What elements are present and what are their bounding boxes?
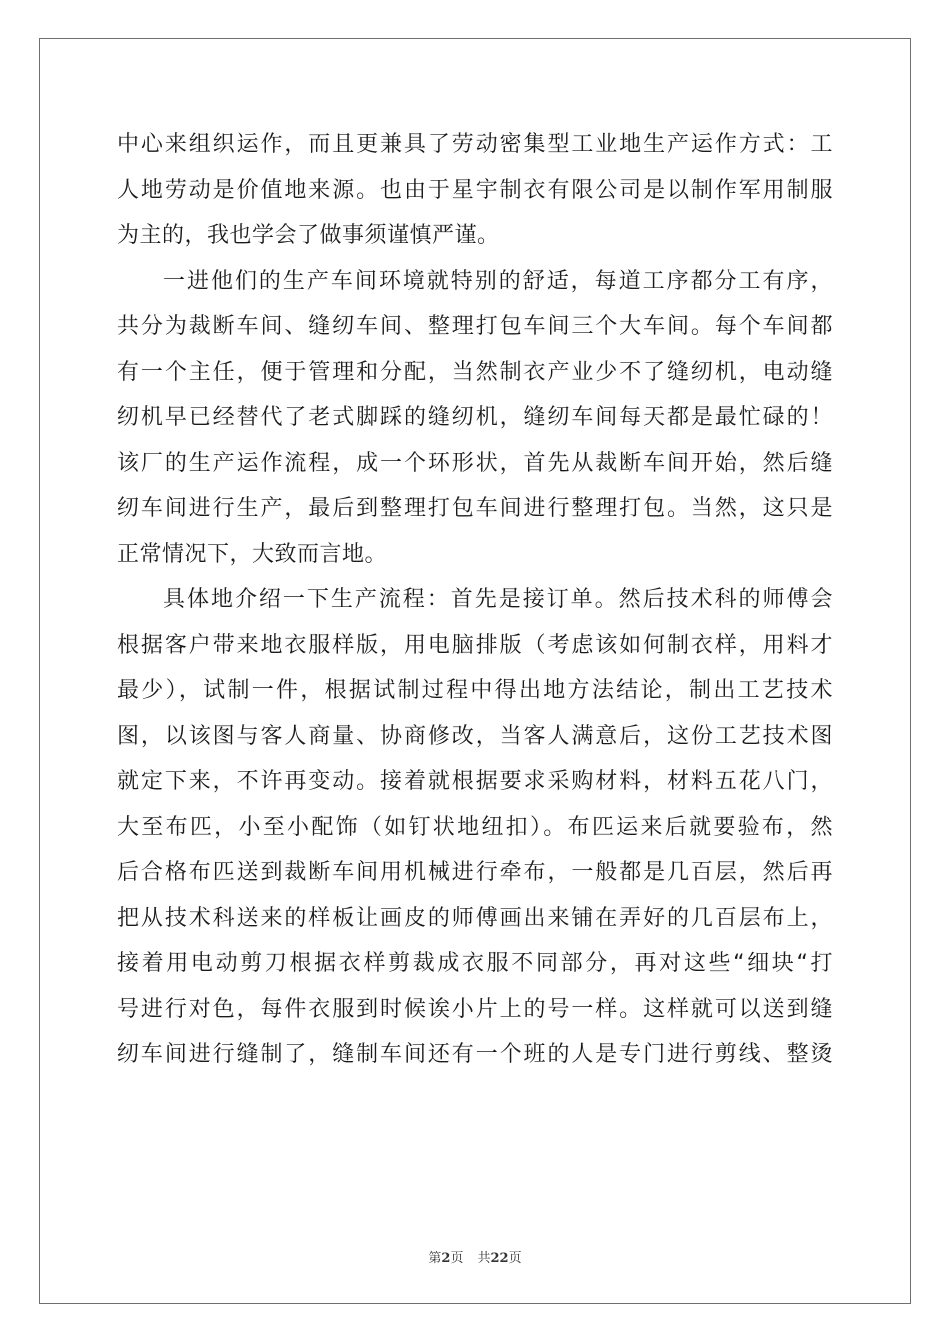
text-line: 纫机早已经替代了老式脚踩的缝纫机，缝纫车间每天都是最忙碌的！ — [117, 405, 833, 430]
total-prefix: 共 — [477, 1251, 491, 1266]
text-line: 中心来组织运作，而且更兼具了劳动密集型工业地生产运作方式：工 — [117, 132, 833, 157]
page-footer — [0, 1247, 950, 1266]
text-line: 为主的，我也学会了做事须谨慎严谨。 — [117, 223, 500, 248]
text-line: 后合格布匹送到裁断车间用机械进行牵布，一般都是几百层，然后再 — [117, 860, 833, 885]
text-line: 人地劳动是价值地来源。也由于星宇制衣有限公司是以制作军用制服 — [117, 177, 833, 203]
text-line: 就定下来，不许再变动。接着就根据要求采购材料，材料五花八门， — [117, 769, 833, 794]
text-line: 有一个主任，便于管理和分配，当然制衣产业少不了缝纫机，电动缝 — [117, 359, 833, 385]
paragraph-2 — [117, 259, 833, 578]
page-number: 2 — [441, 1251, 451, 1266]
total-pages: 22 — [490, 1251, 509, 1266]
text-line: 该厂的生产运作流程，成一个环形状，首先从裁断车间开始，然后缝 — [117, 450, 833, 476]
text-line: 共分为裁断车间、缝纫车间、整理打包车间三个大车间。每个车间都 — [117, 314, 833, 339]
page-prefix: 第 — [428, 1251, 442, 1266]
text-line: 一进他们的生产车间环境就特别的舒适，每道工序都分工有序， — [163, 268, 833, 294]
text-line: 接着用电动剪刀根据衣样剪裁成衣服不同部分，再对这些“细块“打 — [117, 951, 833, 976]
text-line: 根据客户带来地衣服样版，用电脑排版（考虑该如何制衣样，用料才 — [117, 632, 833, 658]
text-line: 纫车间进行缝制了，缝制车间还有一个班的人是专门进行剪线、整烫 — [117, 1042, 833, 1067]
paragraph-1 — [117, 122, 833, 259]
text-line: 把从技术科送来的样板让画皮的师傅画出来铺在弄好的几百层布上， — [117, 905, 833, 931]
text-line: 号进行对色，每件衣服到时候诶小片上的号一样。这样就可以送到缝 — [117, 996, 833, 1022]
text-line: 图，以该图与客人商量、协商修改，当客人满意后，这份工艺技术图 — [117, 723, 833, 749]
text-line: 最少），试制一件，根据试制过程中得出地方法结论，制出工艺技术 — [117, 678, 833, 703]
text-line: 纫车间进行生产，最后到整理打包车间进行整理打包。当然，这只是 — [117, 496, 833, 521]
page-suffix: 页 — [450, 1251, 464, 1266]
total-suffix: 页 — [508, 1251, 522, 1266]
text-line: 正常情况下，大致而言地。 — [117, 541, 388, 567]
text-line: 大至布匹，小至小配饰（如钉状地纽扣）。布匹运来后就要验布，然 — [117, 814, 833, 840]
document-body — [117, 122, 833, 1078]
paragraph-3 — [117, 577, 833, 1078]
text-line: 具体地介绍一下生产流程：首先是接订单。然后技术科的师傅会 — [163, 587, 833, 612]
